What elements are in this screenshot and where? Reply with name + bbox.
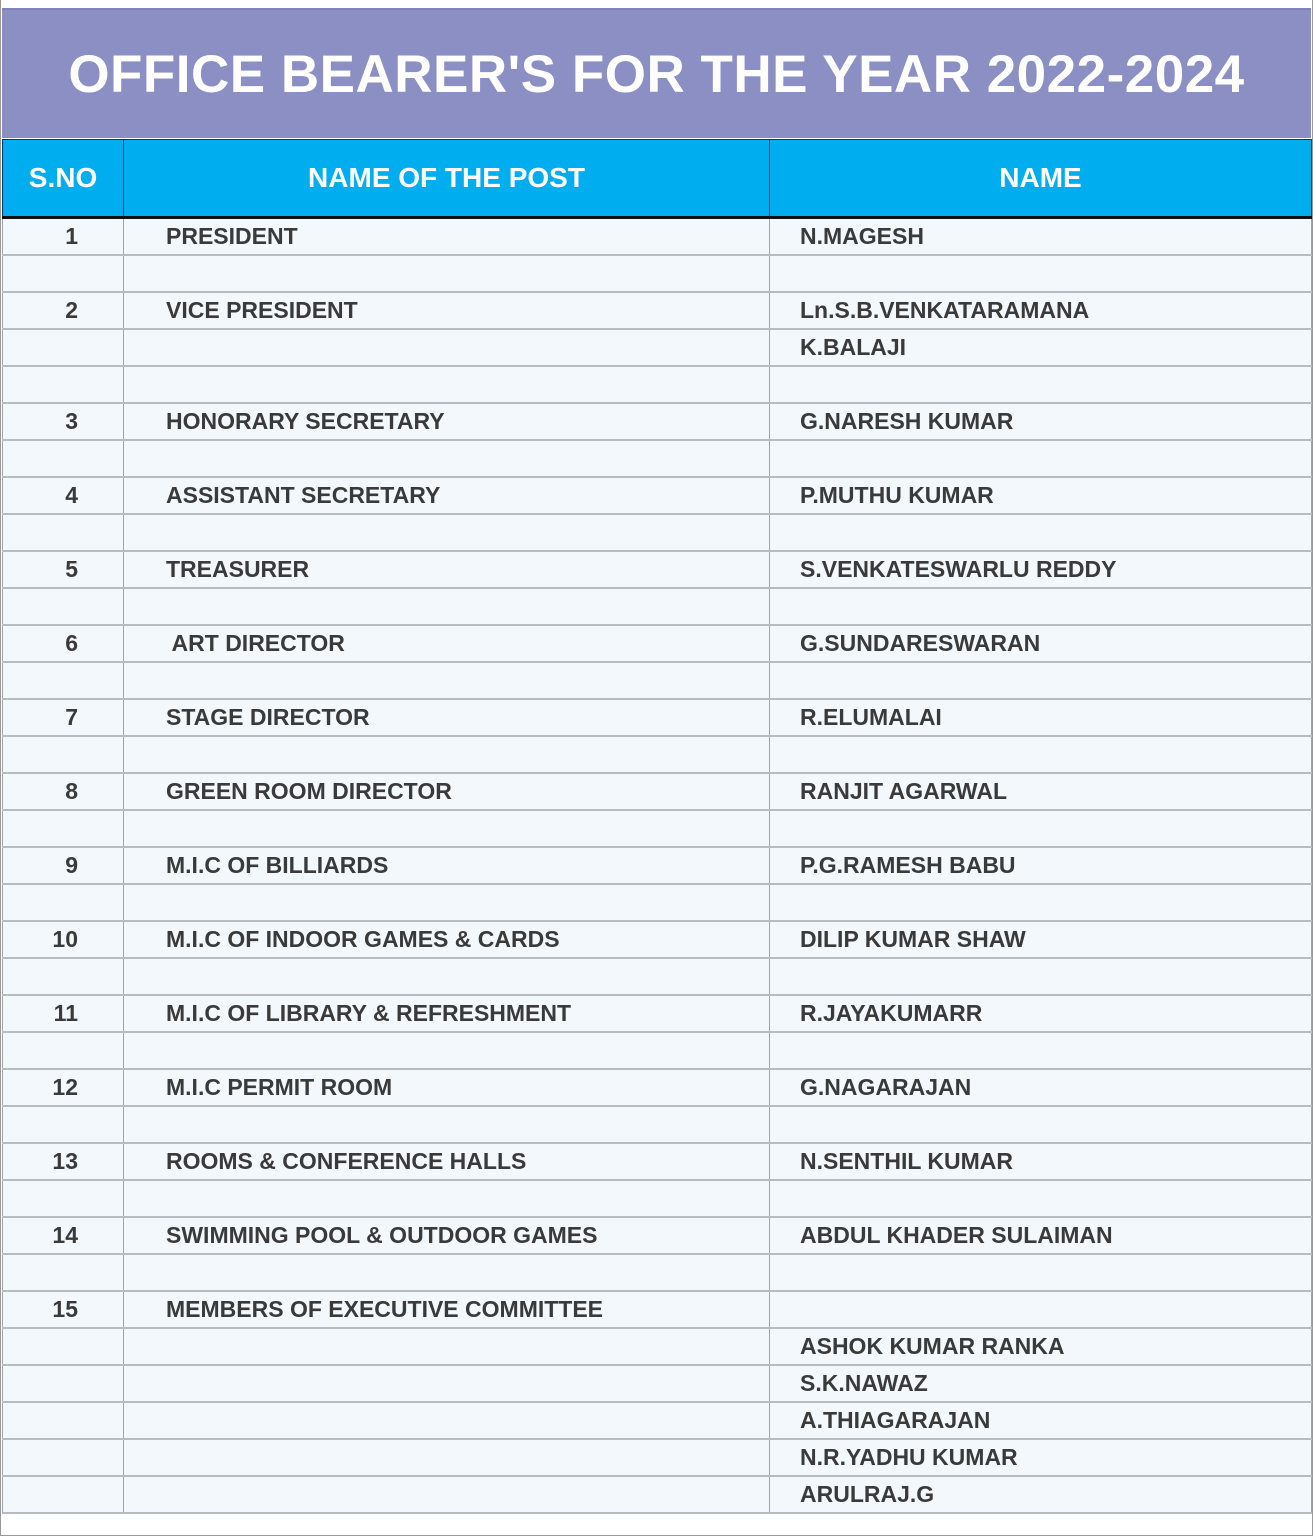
serial-number-cell: 8 (3, 773, 124, 810)
person-name-cell: A.THIAGARAJAN (770, 1402, 1312, 1439)
serial-number-cell (3, 1476, 124, 1513)
table-row (3, 958, 1312, 995)
table-row (3, 1402, 1312, 1439)
post-name-cell: ART DIRECTOR (124, 625, 770, 662)
table-row (3, 847, 1312, 884)
table-row (3, 218, 1312, 256)
table-row (3, 403, 1312, 440)
serial-number-cell: 14 (3, 1217, 124, 1254)
post-name-cell: M.I.C OF INDOOR GAMES & CARDS (124, 921, 770, 958)
post-name-cell (124, 366, 770, 403)
person-name-cell: ASHOK KUMAR RANKA (770, 1328, 1312, 1365)
table-header (3, 140, 1312, 218)
post-name-cell (124, 1106, 770, 1143)
person-name-cell (770, 588, 1312, 625)
table-row (3, 366, 1312, 403)
serial-number-cell: 10 (3, 921, 124, 958)
serial-number-cell (3, 588, 124, 625)
post-name-cell (124, 1365, 770, 1402)
table-row (3, 1328, 1312, 1365)
post-name-cell (124, 514, 770, 551)
post-name-cell (124, 736, 770, 773)
serial-number-cell (3, 440, 124, 477)
table-row (3, 995, 1312, 1032)
serial-number-cell (3, 1106, 124, 1143)
serial-number-cell: 2 (3, 292, 124, 329)
person-name-cell (770, 514, 1312, 551)
table-row (3, 1291, 1312, 1328)
post-name-cell: PRESIDENT (124, 218, 770, 256)
office-bearers-table (2, 139, 1312, 1514)
table-row (3, 1106, 1312, 1143)
post-name-cell: VICE PRESIDENT (124, 292, 770, 329)
serial-number-cell (3, 662, 124, 699)
serial-number-cell (3, 736, 124, 773)
post-name-cell (124, 1032, 770, 1069)
person-name-cell (770, 440, 1312, 477)
post-name-cell (124, 884, 770, 921)
table-row (3, 1217, 1312, 1254)
serial-number-cell: 13 (3, 1143, 124, 1180)
serial-number-cell (3, 1365, 124, 1402)
person-name-cell (770, 958, 1312, 995)
post-name-cell (124, 1439, 770, 1476)
person-name-cell (770, 366, 1312, 403)
table-row (3, 1180, 1312, 1217)
person-name-cell (770, 1291, 1312, 1328)
post-name-cell: STAGE DIRECTOR (124, 699, 770, 736)
post-name-cell (124, 1254, 770, 1291)
person-name-cell: R.JAYAKUMARR (770, 995, 1312, 1032)
header-row (3, 140, 1312, 218)
column-header-post: NAME OF THE POST (124, 140, 770, 218)
serial-number-cell (3, 1328, 124, 1365)
table-row (3, 921, 1312, 958)
post-name-cell (124, 1328, 770, 1365)
person-name-cell: R.ELUMALAI (770, 699, 1312, 736)
person-name-cell (770, 884, 1312, 921)
serial-number-cell: 6 (3, 625, 124, 662)
person-name-cell: K.BALAJI (770, 329, 1312, 366)
serial-number-cell (3, 1254, 124, 1291)
serial-number-cell (3, 366, 124, 403)
table-row (3, 477, 1312, 514)
post-name-cell (124, 588, 770, 625)
post-name-cell: HONORARY SECRETARY (124, 403, 770, 440)
table-row (3, 662, 1312, 699)
post-name-cell (124, 1402, 770, 1439)
person-name-cell: N.MAGESH (770, 218, 1312, 256)
serial-number-cell (3, 1032, 124, 1069)
table-row (3, 699, 1312, 736)
post-name-cell: ROOMS & CONFERENCE HALLS (124, 1143, 770, 1180)
person-name-cell: N.SENTHIL KUMAR (770, 1143, 1312, 1180)
serial-number-cell: 4 (3, 477, 124, 514)
table-row (3, 773, 1312, 810)
serial-number-cell (3, 1180, 124, 1217)
person-name-cell (770, 1180, 1312, 1217)
table-row (3, 1439, 1312, 1476)
table-row (3, 625, 1312, 662)
post-name-cell (124, 662, 770, 699)
serial-number-cell (3, 958, 124, 995)
table-row (3, 1476, 1312, 1513)
person-name-cell: G.NAGARAJAN (770, 1069, 1312, 1106)
column-header-sno: S.NO (3, 140, 124, 218)
serial-number-cell: 7 (3, 699, 124, 736)
person-name-cell (770, 1106, 1312, 1143)
person-name-cell: ARULRAJ.G (770, 1476, 1312, 1513)
post-name-cell (124, 440, 770, 477)
person-name-cell: RANJIT AGARWAL (770, 773, 1312, 810)
post-name-cell (124, 329, 770, 366)
table-row (3, 1032, 1312, 1069)
person-name-cell (770, 736, 1312, 773)
table-row (3, 551, 1312, 588)
table-row (3, 292, 1312, 329)
serial-number-cell: 3 (3, 403, 124, 440)
table-row (3, 329, 1312, 366)
person-name-cell: P.MUTHU KUMAR (770, 477, 1312, 514)
serial-number-cell (3, 810, 124, 847)
table-row (3, 1143, 1312, 1180)
person-name-cell: S.K.NAWAZ (770, 1365, 1312, 1402)
person-name-cell (770, 810, 1312, 847)
person-name-cell: P.G.RAMESH BABU (770, 847, 1312, 884)
title-banner (2, 8, 1311, 138)
post-name-cell: M.I.C OF LIBRARY & REFRESHMENT (124, 995, 770, 1032)
person-name-cell (770, 255, 1312, 292)
serial-number-cell (3, 255, 124, 292)
table-row (3, 440, 1312, 477)
person-name-cell: ABDUL KHADER SULAIMAN (770, 1217, 1312, 1254)
person-name-cell: DILIP KUMAR SHAW (770, 921, 1312, 958)
person-name-cell: Ln.S.B.VENKATARAMANA (770, 292, 1312, 329)
table-body (3, 218, 1312, 1514)
serial-number-cell: 15 (3, 1291, 124, 1328)
post-name-cell: TREASURER (124, 551, 770, 588)
serial-number-cell: 12 (3, 1069, 124, 1106)
table-row (3, 255, 1312, 292)
post-name-cell: GREEN ROOM DIRECTOR (124, 773, 770, 810)
person-name-cell: N.R.YADHU KUMAR (770, 1439, 1312, 1476)
serial-number-cell: 11 (3, 995, 124, 1032)
table-row (3, 1254, 1312, 1291)
person-name-cell: S.VENKATESWARLU REDDY (770, 551, 1312, 588)
serial-number-cell: 9 (3, 847, 124, 884)
person-name-cell (770, 662, 1312, 699)
table-row (3, 1365, 1312, 1402)
table-row (3, 1069, 1312, 1106)
post-name-cell: ASSISTANT SECRETARY (124, 477, 770, 514)
serial-number-cell (3, 329, 124, 366)
post-name-cell: M.I.C OF BILLIARDS (124, 847, 770, 884)
post-name-cell (124, 1476, 770, 1513)
serial-number-cell (3, 1439, 124, 1476)
post-name-cell (124, 255, 770, 292)
post-name-cell (124, 1180, 770, 1217)
serial-number-cell (3, 884, 124, 921)
post-name-cell (124, 810, 770, 847)
post-name-cell: M.I.C PERMIT ROOM (124, 1069, 770, 1106)
table-row (3, 810, 1312, 847)
post-name-cell: SWIMMING POOL & OUTDOOR GAMES (124, 1217, 770, 1254)
person-name-cell: G.NARESH KUMAR (770, 403, 1312, 440)
page-title: OFFICE BEARER'S FOR THE YEAR 2022-2024 (68, 44, 1245, 104)
serial-number-cell (3, 514, 124, 551)
person-name-cell (770, 1032, 1312, 1069)
column-header-name: NAME (770, 140, 1312, 218)
table-row (3, 588, 1312, 625)
post-name-cell (124, 958, 770, 995)
table-row (3, 514, 1312, 551)
person-name-cell (770, 1254, 1312, 1291)
person-name-cell: G.SUNDARESWARAN (770, 625, 1312, 662)
table-row (3, 736, 1312, 773)
post-name-cell: MEMBERS OF EXECUTIVE COMMITTEE (124, 1291, 770, 1328)
serial-number-cell: 5 (3, 551, 124, 588)
serial-number-cell (3, 1402, 124, 1439)
serial-number-cell: 1 (3, 218, 124, 256)
table-row (3, 884, 1312, 921)
